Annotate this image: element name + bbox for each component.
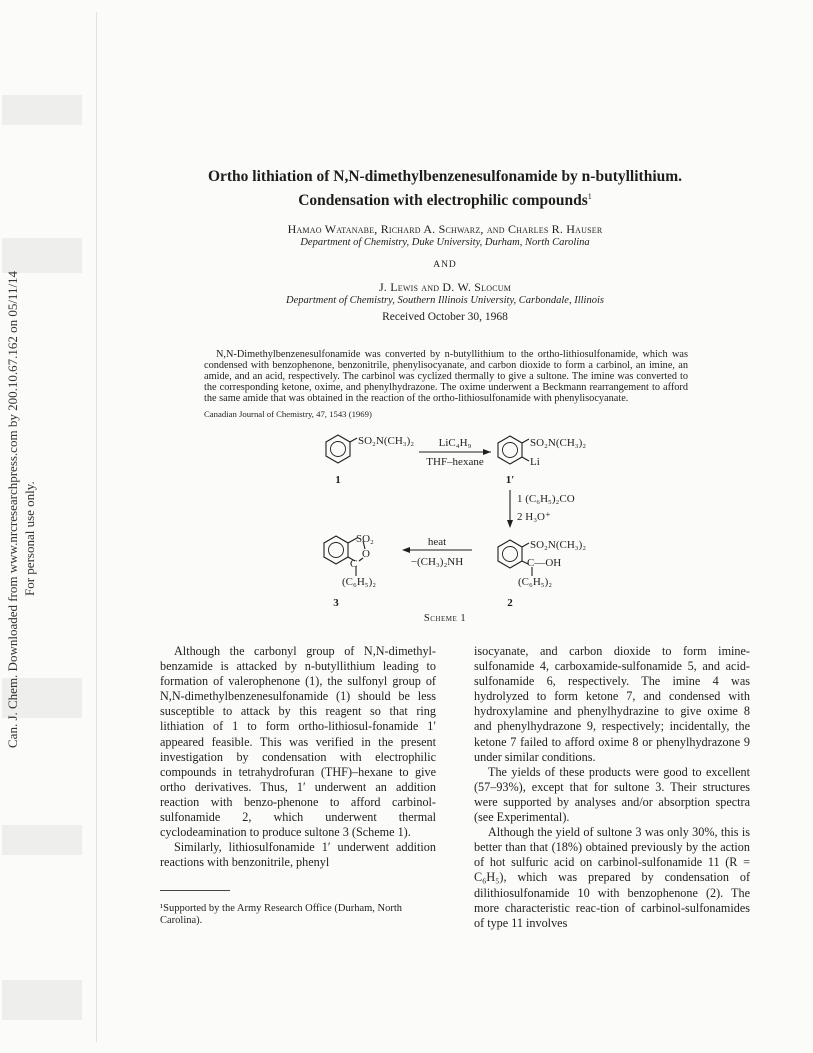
body-column-left <box>160 644 436 870</box>
abstract: N,N-Dimethylbenzenesulfonamide was converted by n-butyllithium to the ortho-lithiosulfonamide, which was condensed with benzophenone, benzonitrile, phenylisocyanate, and carbon dioxide to form a carbinol, an imine, an amide, and an acid, respectively. The carbinol was cyclized thermally to give a sultone. The imine was converted to the corresponding ketone, oxime, and phenylhydrazone. The oxime underwent a Beckmann rearrangement to afford the same amide that was obtained in the reaction of the ortho-lithiosulfonamide with phenylisocyanate. <box>204 349 688 404</box>
benzene-ring-1 <box>326 435 350 463</box>
personal-use-notice: For personal use only. <box>22 481 37 596</box>
compound-3-carbon: C <box>350 558 358 570</box>
affiliation-2: Department of Chemistry, Southern Illinois University, Carbondale, Illinois <box>286 295 604 306</box>
footnote: ¹Supported by the Army Research Office (Durham, North Carolina). <box>160 903 403 927</box>
compound-2-number: 2 <box>507 597 513 609</box>
compound-1-substituent: SO₂N(CH₃)₂ <box>358 435 415 447</box>
article-title <box>160 167 730 211</box>
reagent-butyllithium: LiC₄H₉ <box>438 437 472 449</box>
journal-citation: Canadian Journal of Chemistry, 47, 1543 (1969) <box>204 409 372 419</box>
paragraph: Although the yield of sultone 3 was only 30%, this is better than that (18%) obtained previously by the action of hot sulfuric acid on carbinol-sulfonamide 11 (R = C₆H₅), which was prepared by condensation of dilithiosulfonamide 10 with benzophenone (2). The more characteristic reac-tion of carbinol-sulfonamides of type 11 involves <box>474 825 750 930</box>
paragraph: Similarly, lithiosulfonamide 1′ underwent addition reactions with benzonitrile, phenyl <box>160 840 436 870</box>
compound-2-diphenyl: (C₆H₅)₂ <box>518 576 553 588</box>
scan-artifact <box>2 238 82 273</box>
paragraph: isocyanate, and carbon dioxide to form imine-sulfonamide 4, carboxamide-sulfonamide 5, and acid-sulfonamide 6, respectively. The imine 4 was hydrolyzed to form ketone 7, and condensed with hydroxylamine and phenylhydrazine to give oxime 8 and phenylhydrazone 9, respectively; incidentally, the ketone 7 failed to afford oxime 8 or phenylhydrazone 9 under similar conditions. <box>474 644 750 764</box>
authors-group-1: Hamao Watanabe, Richard A. Schwarz, and Charles R. Hauser <box>287 222 603 236</box>
body-column-right <box>474 644 750 931</box>
compound-2-substituent: SO₂N(CH₃)₂ <box>530 539 587 551</box>
compound-1-number: 1 <box>335 474 341 486</box>
compound-3-oxygen: O <box>362 548 370 560</box>
paragraph: The yields of these products were good to excellent (57–93%), except that for sultone 3. Their structures were supported by analyses and/or absorption spectra (see Experimental). <box>474 764 750 825</box>
step-2-reagent: 2 H₃O⁺ <box>517 511 551 523</box>
heat-condition: heat <box>427 536 447 548</box>
benzene-ring-2 <box>498 540 522 568</box>
title-line-1: Ortho lithiation of N,N-dimethylbenzenesulfonamide by n-butyllithium. <box>207 168 683 185</box>
step-1-reagent: 1 (C₆H₅)₂CO <box>517 493 575 505</box>
footnote-rule <box>160 890 230 891</box>
authors-group-2: J. Lewis and D. W. Slocum <box>378 280 512 294</box>
scan-artifact <box>2 95 82 125</box>
scheme-caption: Scheme 1 <box>423 613 467 624</box>
compound-3-number: 3 <box>333 597 339 609</box>
compound-1p-number: 1′ <box>505 474 515 486</box>
download-notice: Can. J. Chem. Downloaded from www.nrcresearchpress.com by 200.10.67.162 on 05/11/14 <box>5 270 20 748</box>
scan-artifact <box>2 825 82 855</box>
compound-2-carbinol: C—OH <box>527 557 562 569</box>
and-separator: AND <box>433 260 457 270</box>
title-footnote-mark: 1 <box>587 192 592 201</box>
paragraph: Although the carbonyl group of N,N-dimethyl-benzamide is attacked by n-butyllithium leading to formation of valerophenone (1), the sulfonyl group of N,N-dimethylbenzenesulfonamide (1) should be less susceptible to attack by this reagent so that ring lithiation of 1 to form ortho-lithiosul-fonamide 1′ appeared feasible. This was verified in the present investigation by condensation with electrophilic compounds in tetrahydrofuran (THF)–hexane to give ortho derivatives. Thus, 1′ underwent an addition reaction with benzo-phenone to afford carbinol-sulfonamide 2, which underwent thermal cyclodeamination to produce sultone 3 (Scheme 1). <box>160 644 436 840</box>
received-date: Received October 30, 1968 <box>382 311 508 323</box>
affiliation-1: Department of Chemistry, Duke University, Durham, North Carolina <box>300 237 590 248</box>
compound-1p-lithium: Li <box>530 456 540 468</box>
title-line-2: Condensation with electrophilic compounds <box>298 192 588 210</box>
scan-edge-line <box>96 12 97 1042</box>
benzene-ring-1p <box>498 436 522 464</box>
compound-3-diphenyl: (C₆H₅)₂ <box>342 576 377 588</box>
compound-1p-substituent: SO₂N(CH₃)₂ <box>530 437 587 449</box>
scan-artifact <box>2 980 82 1020</box>
dimethylamine-elimination: −(CH₃)₂NH <box>410 556 464 568</box>
reagent-solvent: THF–hexane <box>426 456 484 468</box>
compound-3-sulfonyl: SO₂ <box>356 533 374 545</box>
benzene-ring-3 <box>324 536 348 564</box>
